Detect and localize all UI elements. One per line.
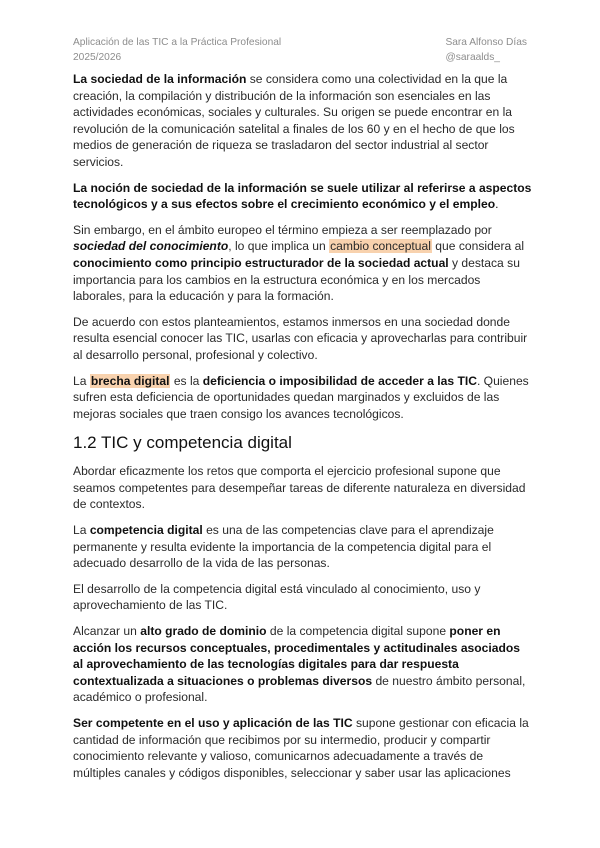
document-body — [73, 71, 533, 790]
text-run: de la competencia digital supone — [266, 624, 450, 639]
highlighted-term: brecha digital — [90, 373, 170, 388]
bold-term: Ser competente en el uso y aplicación de las TIC — [73, 716, 353, 730]
bold-term: conocimiento como principio estructurador de la sociedad actual — [73, 255, 449, 270]
text-run: y destaca su importancia para los cambios en la estructura económica y en los mercados laborales, para la educación y para la formación. — [73, 255, 520, 304]
text-run: De acuerdo con estos planteamientos, estamos inmersos en una sociedad donde resulta esencial conocer las TIC, usarlas con eficacia y aprovecharlas para contribuir al desarrollo personal, profesional y colectivo. — [73, 314, 528, 362]
paragraph-approaches — [73, 314, 533, 364]
highlighted-term: cambio conceptual — [330, 239, 431, 254]
paragraph-notion — [73, 180, 533, 213]
paragraph-development — [73, 581, 533, 614]
text-run: . Quienes sufren esta deficiencia de oportunidades quedan marginados y excluidos de las mejoras sociales que traen consigo los avances tecnológicos. — [73, 373, 529, 421]
paragraph-competent-use — [73, 715, 533, 781]
header-left — [73, 36, 281, 65]
running-header — [73, 36, 527, 65]
text-run: La — [73, 523, 90, 538]
academic-year: 2025/2026 — [73, 51, 122, 63]
author-handle: @saraalds_ — [445, 51, 500, 63]
text-run: de nuestro ámbito personal, académico o profesional. — [73, 673, 526, 705]
author-name: Sara Alfonso Días — [445, 37, 527, 48]
paragraph-digital-competence — [73, 522, 533, 572]
paragraph-challenges — [73, 463, 533, 513]
course-title: Aplicación de las TIC a la Práctica Profesional — [73, 37, 282, 48]
paragraph-knowledge-society — [73, 222, 533, 305]
bold-term: competencia digital — [89, 523, 203, 538]
text-run: Sin embargo, en el ámbito europeo el término empieza a ser reemplazado por — [73, 222, 492, 237]
text-run: es una de las competencias clave para el aprendizaje permanente y resulta evidente la importancia de la competencia digital para el adecuado desarrollo de la vida de las personas. — [73, 523, 494, 571]
text-run: supone gestionar con eficacia la cantidad de información que recibimos por su intermedio, producir y compartir conocimiento relevante y valioso, comunicarnos adecuadamente a través de múltiples canales y códigos disponibles, seleccionar y saber usar las aplicaciones — [73, 716, 529, 780]
text-run: Alcanzar un — [73, 624, 141, 639]
text-run: se considera como una colectividad en la que la creación, la compilación y distribución de la información son esenciales en las actividades económicas, sociales y culturales. Su origen se puede encontrar en la revolución de la comunicación satelital a finales de los 60 y en el hecho de que los medios de generación de riqueza se trasladaron del sector industrial al sector servicios. — [73, 72, 515, 169]
text-run: El desarrollo de la competencia digital está vinculado al conocimiento, uso y aprovechamiento de las TIC. — [73, 581, 481, 613]
bold-term: deficiencia o imposibilidad de acceder a las TIC — [202, 373, 477, 388]
paragraph-mastery — [73, 623, 533, 706]
text-run: que considera al — [431, 239, 525, 254]
bold-term: poner en acción los recursos conceptuales, procedimentales y actitudinales asociados al aprovechamiento de las tecnologías digitales para dar respuesta contextualizada a situaciones o problemas diversos — [73, 624, 520, 688]
bold-term: La noción de sociedad de la información se suele utilizar al referirse a aspectos tecnológicos y a sus efectos sobre el crecimiento económico y el empleo — [73, 180, 532, 212]
section-heading: 1.2 TIC y competencia digital — [73, 433, 292, 453]
text-run: Abordar eficazmente los retos que comporta el ejercicio profesional supone que seamos competentes para desempeñar tareas de diferente naturaleza en diversidad de contextos. — [73, 464, 526, 512]
text-run: es la — [170, 373, 203, 388]
text-run: , lo que implica un — [228, 239, 330, 254]
text-run: . — [495, 197, 499, 212]
bold-term: alto grado de dominio — [140, 624, 267, 639]
bold-term: La sociedad de la información — [73, 72, 247, 86]
header-right — [445, 36, 527, 65]
bold-italic-term: sociedad del conocimiento — [73, 239, 229, 254]
paragraph-digital-divide — [73, 373, 533, 423]
text-run: La — [73, 373, 90, 388]
paragraph-information-society — [73, 71, 533, 171]
